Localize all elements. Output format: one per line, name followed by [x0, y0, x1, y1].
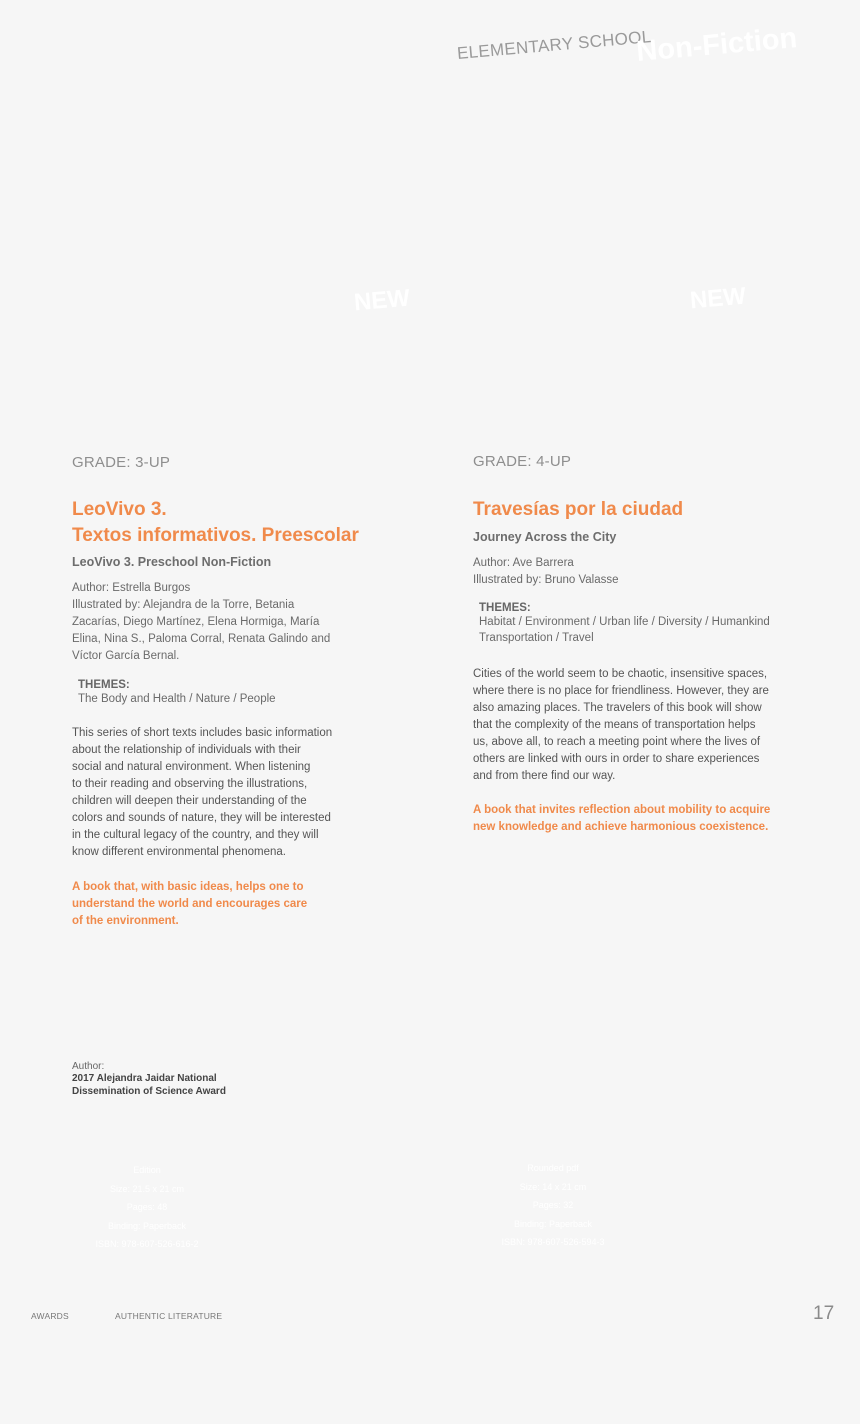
- book-1-spec-line: Binding: Paperback: [107, 1220, 187, 1231]
- book-2-title: Travesías por la ciudad: [473, 499, 684, 520]
- book-1-title-line: Textos informativos. Preescolar: [72, 525, 359, 546]
- book-1-title: [72, 497, 359, 549]
- book-2-description-line: and from there find our way.: [473, 770, 616, 782]
- book-1-spec-line: Pages: 48: [126, 1202, 168, 1212]
- book-1-themes: [78, 679, 276, 707]
- book-2-tagline: [473, 802, 813, 836]
- book-1-description-line: colors and sounds of nature, they will be interested: [72, 812, 331, 824]
- book-2-spec-line: Pages: 32: [532, 1200, 574, 1210]
- book-1-description-line: This series of short texts includes basic information: [72, 727, 333, 739]
- book-1-description: [72, 725, 372, 861]
- book-1-spec-line: ISBN: 978-607-526-616-2: [95, 1239, 199, 1249]
- page-number: 17: [813, 1303, 835, 1324]
- book-2-spec-line: Rounded pdf: [527, 1163, 579, 1173]
- book-1-illustrators-line: Illustrated by: Alejandra de la Torre, Betania: [72, 599, 295, 611]
- book-1-credits: [72, 580, 372, 665]
- book-2-grade: GRADE: 4-UP: [473, 453, 572, 470]
- book-2-credits: [473, 555, 619, 589]
- book-1-award: [72, 1061, 226, 1098]
- book-1-illustrators-line: Víctor García Bernal.: [72, 650, 180, 662]
- book-1-illustrators-line: Elina, Nina S., Paloma Corral, Renata Galindo and: [72, 633, 331, 645]
- book-1-tagline-line: A book that, with basic ideas, helps one to: [72, 881, 304, 893]
- book-2-themes: [479, 602, 770, 646]
- book-2-description: [473, 666, 813, 785]
- book-1-description-line: social and natural environment. When listening: [72, 761, 311, 773]
- book-2-themes-label: THEMES:: [479, 602, 531, 614]
- footer-section-awards: AWARDS: [31, 1311, 69, 1321]
- book-1-description-line: children will deepen their understanding of the: [72, 795, 307, 807]
- book-1-themes-line: The Body and Health / Nature / People: [78, 693, 276, 705]
- book-1-description-line: know different environmental phenomena.: [72, 846, 286, 858]
- book-2-description-line: us, above all, to reach a meeting point where the lives of: [473, 736, 761, 748]
- book-2-author: Author: Ave Barrera: [473, 557, 574, 569]
- book-1-spec-line: Size: 21.5 x 21 cm: [109, 1183, 185, 1194]
- book-1-specs: [72, 1161, 222, 1254]
- genre-heading: Non-Fiction: [635, 22, 799, 69]
- book-2-illustrator: Illustrated by: Bruno Valasse: [473, 574, 619, 586]
- book-1-title-line: LeoVivo 3.: [72, 499, 167, 520]
- book-2-description-line: that the complexity of the means of transportation helps: [473, 719, 756, 731]
- book-1-description-line: in the cultural legacy of the country, and they will: [72, 829, 319, 841]
- book-1-tagline: [72, 879, 372, 930]
- book-2-english-title: Journey Across the City: [473, 530, 617, 544]
- award-line: 2017 Alejandra Jaidar National: [72, 1073, 217, 1084]
- book-1-illustrators-line: Zacarías, Diego Martínez, Elena Hormiga, María: [72, 616, 320, 628]
- book-1-description-line: to their reading and observing the illustrations,: [72, 778, 308, 790]
- book-2-specs: [478, 1159, 628, 1252]
- award-line: Dissemination of Science Award: [72, 1086, 226, 1097]
- book-2-description-line: Cities of the world seem to be chaotic, insensitive spaces,: [473, 668, 768, 680]
- book-2-themes-line: Transportation / Travel: [479, 632, 594, 644]
- footer-section-authentic-literature: AUTHENTIC LITERATURE: [115, 1311, 223, 1321]
- book-2-description-line: others are linked with ours in order to share experiences: [473, 753, 760, 765]
- book-2-tagline-line: new knowledge and achieve harmonious coexistence.: [473, 821, 769, 833]
- school-level-heading: ELEMENTARY SCHOOL: [456, 27, 653, 64]
- book-1-tagline-line: of the environment.: [72, 915, 179, 927]
- book-2-tagline-line: A book that invites reflection about mobility to acquire: [473, 804, 771, 816]
- book-1-author: Author: Estrella Burgos: [72, 582, 191, 594]
- book-1-grade: GRADE: 3-UP: [72, 454, 171, 471]
- book-1-description-line: about the relationship of individuals with their: [72, 744, 301, 756]
- book-2-spec-line: ISBN: 978-607-526-594-3: [501, 1237, 605, 1247]
- new-badge: NEW: [688, 282, 748, 315]
- book-2-themes-line: Habitat / Environment / Urban life / Diversity / Humankind: [479, 616, 770, 628]
- book-1-tagline-line: understand the world and encourages care: [72, 898, 308, 910]
- book-2-description-line: also amazing places. The travelers of this book will show: [473, 702, 762, 714]
- book-2-description-line: where there is no place for friendliness. However, they are: [473, 685, 769, 697]
- book-2-spec-line: Size: 14 x 21 cm: [519, 1181, 587, 1192]
- book-1-themes-label: THEMES:: [78, 679, 130, 691]
- book-1-spec-line: Edition: [133, 1165, 161, 1175]
- book-1-english-title: LeoVivo 3. Preschool Non-Fiction: [72, 555, 272, 569]
- award-label: Author:: [72, 1061, 105, 1072]
- book-2-spec-line: Binding: Paperback: [513, 1218, 593, 1229]
- new-badge: NEW: [352, 284, 412, 317]
